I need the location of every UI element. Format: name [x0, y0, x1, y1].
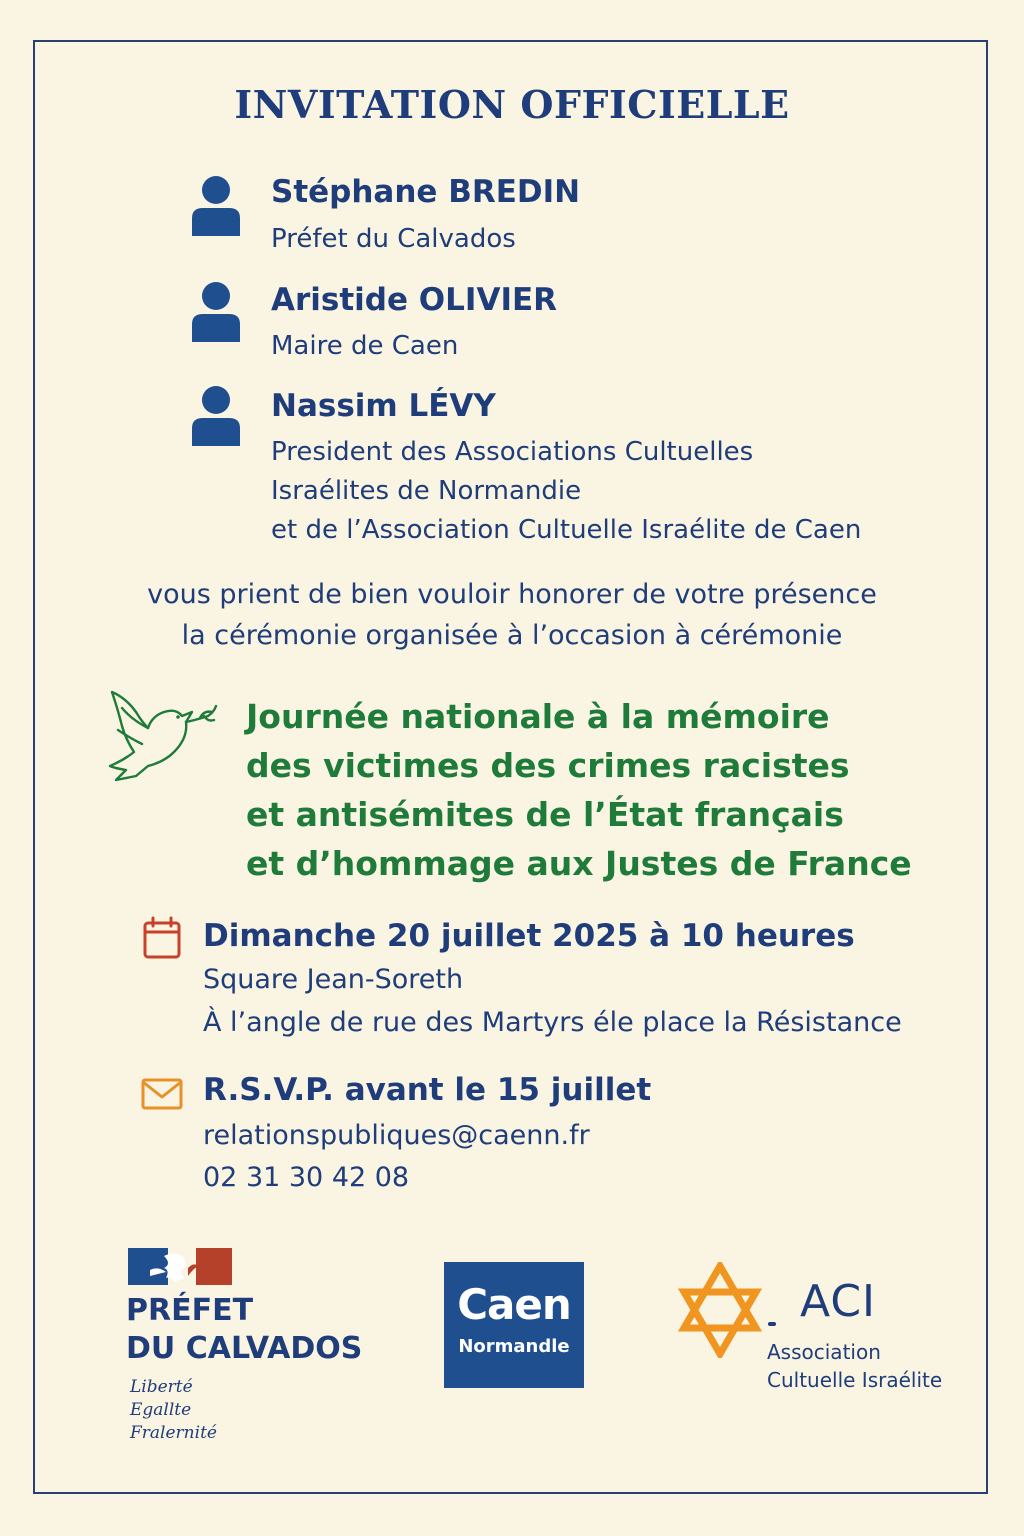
star-of-david-icon	[678, 1262, 762, 1358]
host-role: President des Associations Cultuelles	[271, 437, 754, 467]
event-title-line: et antisémites de l’État français	[246, 795, 844, 834]
person-icon	[191, 280, 241, 342]
host-name: Stéphane BREDIN	[271, 174, 581, 210]
person-icon	[191, 384, 241, 446]
motto-line: Fralernité	[130, 1423, 217, 1443]
invitation-line: vous prient de bien vouloir honorer de votre présence	[147, 579, 877, 610]
rsvp-phone[interactable]: 02 31 30 42 08	[203, 1162, 410, 1193]
event-place: Square Jean-Soreth	[203, 964, 464, 995]
event-title-line: des victimes des crimes racistes	[246, 746, 850, 785]
host-role: Maire de Caen	[271, 331, 459, 361]
aci-subtext-line: Cultuelle Israélite	[767, 1368, 943, 1392]
motto-line: Egallte	[130, 1400, 192, 1420]
host-role: et de l’Association Cultuelle Israélite de Caen	[271, 515, 862, 545]
prefet-name	[126, 1292, 362, 1368]
aci-logo-mark	[768, 1322, 776, 1326]
invitation-line: la cérémonie organisée à l’occasion à cérémonie	[181, 620, 843, 651]
caen-logo-subtext: Normandle	[458, 1336, 570, 1357]
event-address: À l’angle de rue des Martyrs éle place la Résistance	[203, 1007, 902, 1038]
aci-logo-subtext	[767, 1338, 942, 1394]
rsvp-label: R.S.V.P. avant le 15 juillet	[203, 1072, 652, 1108]
dove-icon	[108, 690, 220, 790]
prefet-name-line: DU CALVADOS	[126, 1331, 363, 1366]
page-title: INVITATION OFFICIELLE	[234, 82, 790, 127]
invitation-text	[0, 574, 1024, 656]
person-icon	[191, 174, 241, 236]
aci-subtext-line: Association	[767, 1340, 881, 1364]
host-name: Nassim LÉVY	[271, 388, 496, 424]
prefet-logo	[126, 1248, 386, 1448]
prefet-motto	[130, 1376, 217, 1445]
prefet-name-line: PRÉFET	[126, 1293, 254, 1328]
event-title	[246, 692, 912, 888]
marianne-flag-icon	[128, 1248, 232, 1285]
rsvp-email[interactable]: relationspubliques@caenn.fr	[203, 1120, 590, 1151]
motto-line: Liberté	[130, 1377, 193, 1397]
host-name: Aristide OLIVIER	[271, 282, 558, 318]
caen-normandie-logo	[444, 1262, 584, 1388]
calendar-icon	[142, 916, 182, 960]
caen-logo-text: Caen	[457, 1280, 571, 1329]
aci-logo-text: ACI	[800, 1276, 877, 1327]
host-role: Israélites de Normandie	[271, 476, 582, 506]
event-title-line: Journée nationale à la mémoire	[246, 697, 830, 736]
mail-icon	[141, 1078, 183, 1110]
host-role: Préfet du Calvados	[271, 224, 516, 254]
event-title-line: et d’hommage aux Justes de France	[246, 844, 912, 883]
event-date: Dimanche 20 juillet 2025 à 10 heures	[203, 918, 855, 954]
